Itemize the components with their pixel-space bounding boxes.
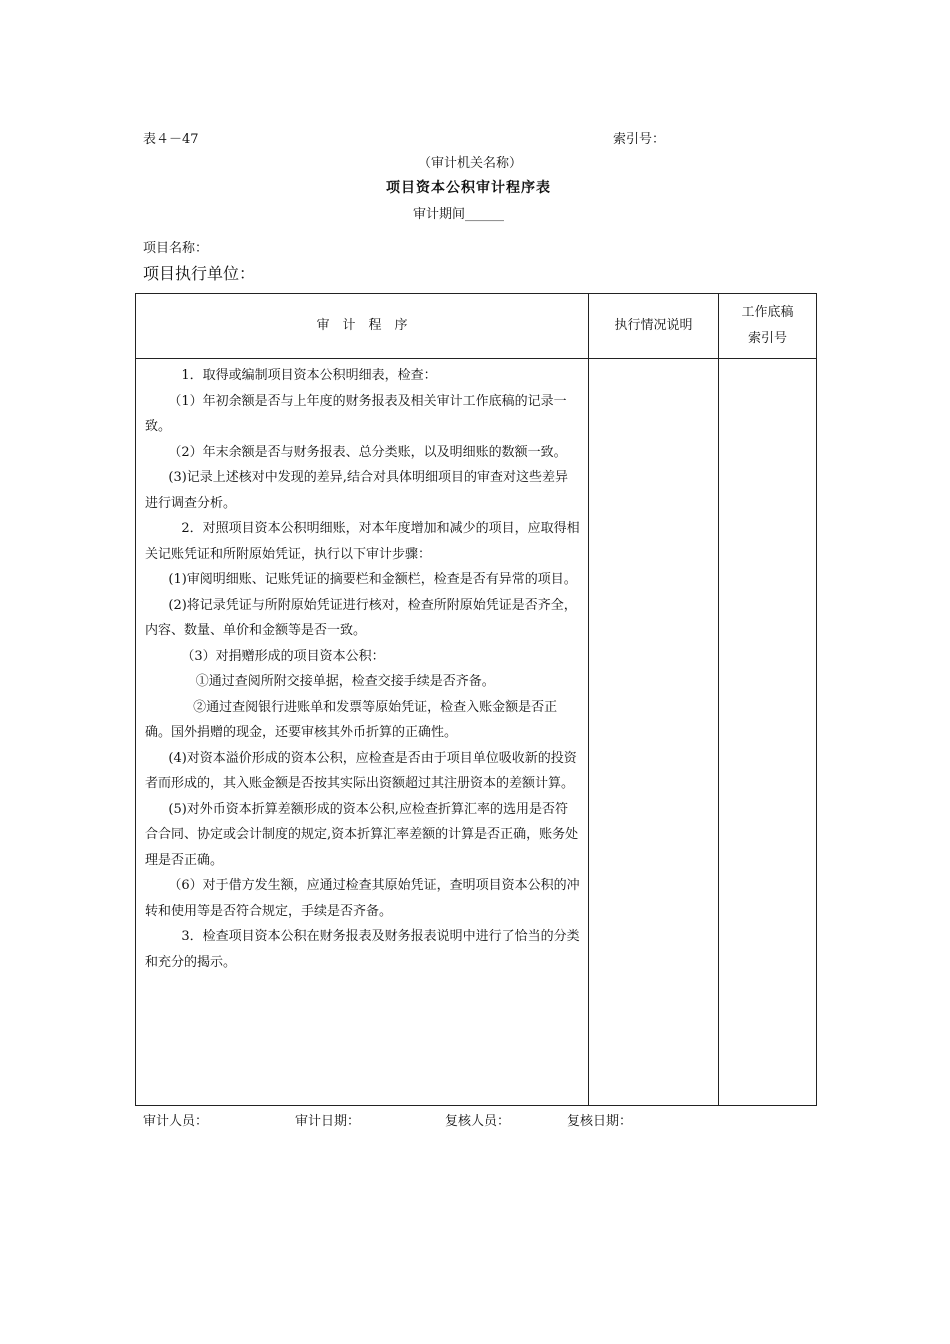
procedure-item: （1）年初余额是否与上年度的财务报表及相关审计工作底稿的记录一致。: [145, 393, 567, 434]
index-cell[interactable]: [719, 359, 817, 1106]
procedure-item: 3．检查项目资本公积在财务报表及财务报表说明中进行了恰当的分类和充分的揭示。: [145, 929, 580, 970]
procedure-item: ②通过查阅银行进账单和发票等原始凭证，检查入账金额是否正确。国外捐赠的现金，还要审核其外币折算的正确性。: [145, 699, 558, 740]
procedure-item: (2)将记录凭证与所附原始凭证进行核对，检查所附原始凭证是否齐全，内容、数量、单价和金额等是否一致。: [145, 597, 577, 638]
index-header-line2: 索引号: [747, 331, 787, 346]
procedure-item: （6）对于借方发生额，应通过检查其原始凭证，查明项目资本公积的冲转和使用等是否符合规定，手续是否齐备。: [145, 878, 580, 919]
procedure-item: (1)审阅明细账、记账凭证的摘要栏和金额栏，检查是否有异常的项目。: [168, 572, 577, 587]
reviewer-label: 复核人员：: [445, 1114, 511, 1129]
procedure-item: (5)对外币资本折算差额形成的资本公积,应检查折算汇率的选用是否符合合同、协定或会计制度的规定,资本折算汇率差额的计算是否正确，账务处理是否正确。: [145, 801, 579, 868]
procedure-item: 2．对照项目资本公积明细账，对本年度增加和减少的项目，应取得相关记账凭证和所附原始凭证，执行以下审计步骤：: [145, 521, 580, 562]
procedure-list: [136, 359, 588, 975]
table-header-row: [136, 294, 817, 359]
project-name-label: 项目名称：: [143, 241, 209, 256]
execution-column-header: 执行情况说明: [589, 294, 719, 359]
index-header-line1: 工作底稿: [741, 305, 794, 320]
auditor-label: 审计人员：: [143, 1114, 209, 1129]
index-number-label: 索引号：: [613, 132, 666, 147]
page-title: 项目资本公积审计程序表: [386, 180, 551, 196]
table-body-row: [136, 359, 817, 1106]
org-name: （审计机关名称）: [418, 156, 523, 171]
procedure-column-header: 审 计 程 序: [136, 294, 589, 359]
procedure-item: 1．取得或编制项目资本公积明细表，检查：: [181, 368, 437, 383]
procedure-item: （3）对捐赠形成的项目资本公积：: [181, 648, 385, 664]
table-number: 表４－47: [143, 132, 199, 147]
index-column-header: [719, 294, 817, 359]
execution-cell[interactable]: [589, 359, 719, 1106]
review-date-label: 复核日期：: [567, 1114, 633, 1129]
audit-period: 审计期间______: [413, 207, 505, 222]
procedure-item: (3)记录上述核对中发现的差异,结合对具体明细项目的审查对这些差异进行调查分析。: [145, 470, 568, 511]
procedure-item: （2）年末余额是否与财务报表、总分类账，以及明细账的数额一致。: [168, 444, 567, 460]
procedure-item: ①通过查阅所附交接单据，检查交接手续是否齐备。: [195, 674, 495, 689]
project-unit-label: 项目执行单位：: [143, 264, 256, 283]
audit-procedure-table: [135, 293, 817, 1106]
audit-date-label: 审计日期：: [295, 1114, 361, 1129]
procedure-item: (4)对资本溢价形成的资本公积，应检查是否由于项目单位吸收新的投资者而形成的，其入账金额是否按其实际出资额超过其注册资本的差额计算。: [145, 750, 577, 791]
procedure-cell: [136, 359, 589, 1106]
